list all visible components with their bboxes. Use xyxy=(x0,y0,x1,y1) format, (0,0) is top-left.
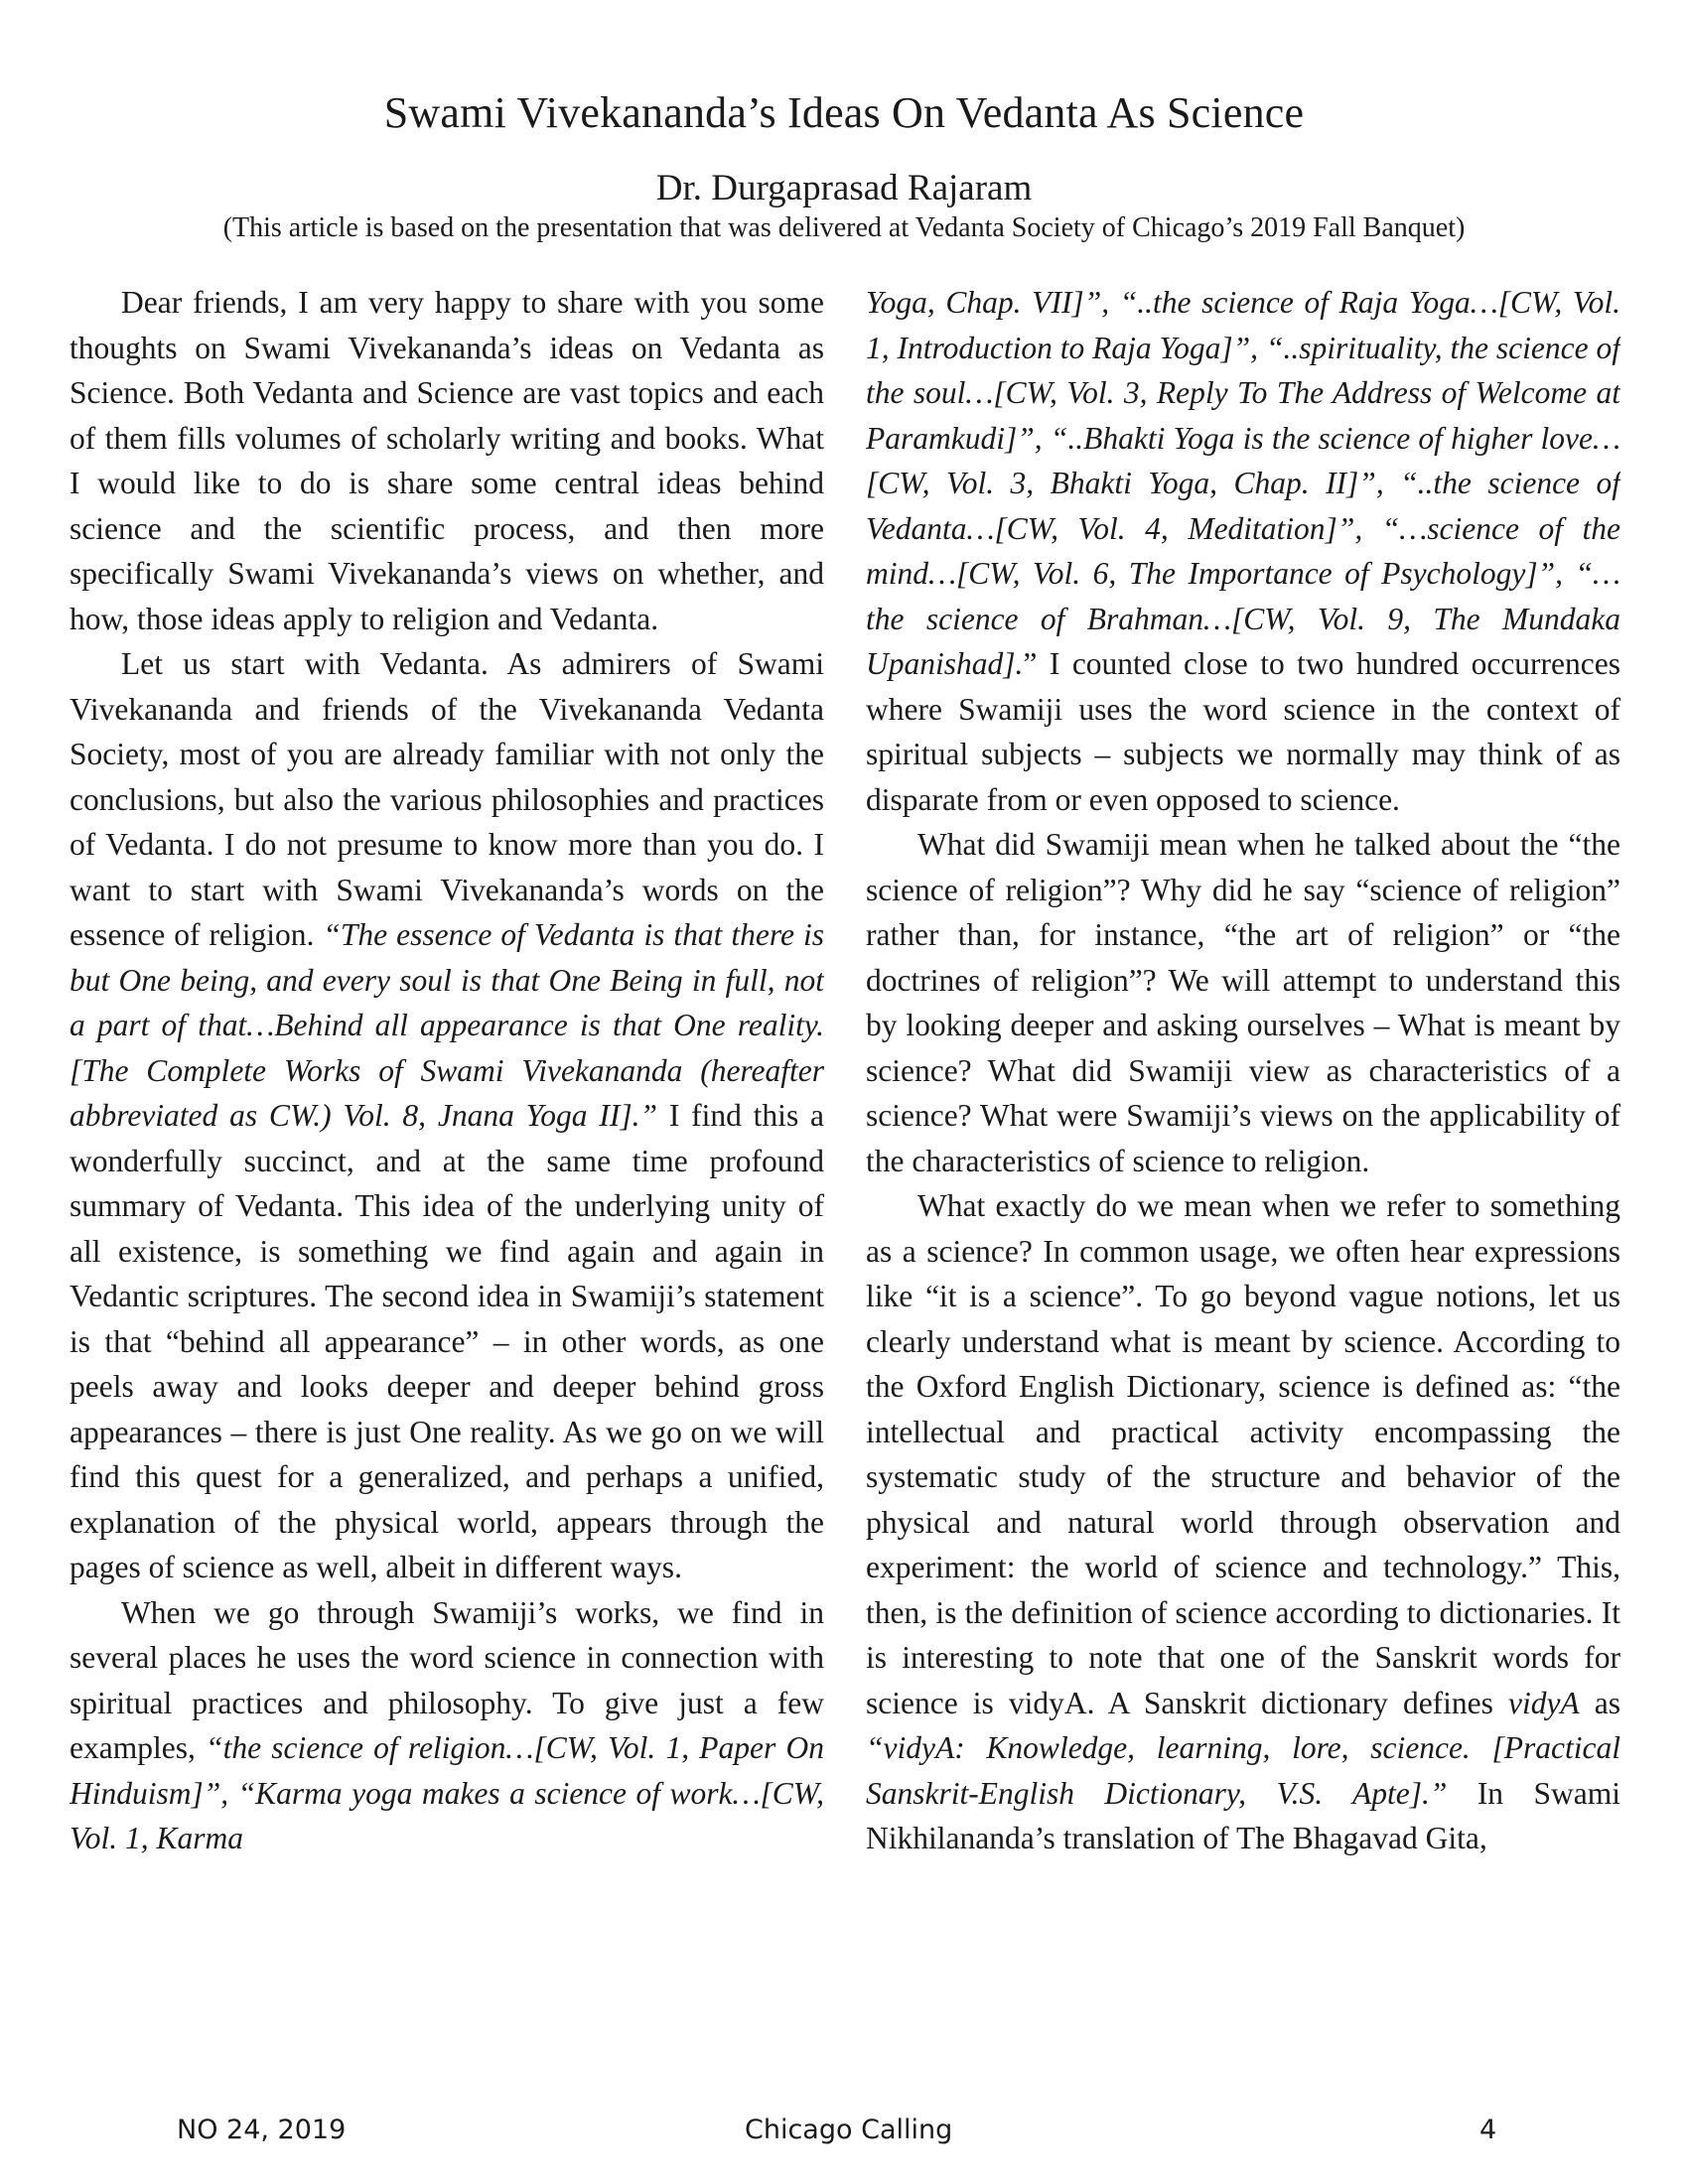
article-author: Dr. Durgaprasad Rajaram xyxy=(655,168,1033,208)
footer-date: NO 24, 2019 xyxy=(177,2115,347,2145)
quotation: “The essence of Vedanta is that there is but One being, and every soul is that One Being in full, not a part of that…Behind all appearance is that One reality. [The Complete Works of Swami Vivekananda (hereafter abbreviated as CW.) Vol. 8, Jnana Yoga II].” xyxy=(70,917,824,1133)
footer-publication: Chicago Calling xyxy=(745,2115,953,2145)
paragraph-text: What exactly do we mean when we refer to something as a science? In common usage, we often hear expressions like “it is a science”. To go beyond vague notions, let us clearly understand what is meant by science. According to the Oxford English Dictionary, science is defined as: “the intellectual and practical activity encompassing the systematic study of the structure and behavior of the physical and natural world through observation and experiment: the world of science and technology.” This, then, is the definition of science according to dictionaries. It is interesting to note that one of the Sanskrit words for science is vidyA. A Sanskrit dictionary defines xyxy=(866,1188,1620,1720)
paragraph-text: In Swami Nikhilananda’s translation of The Bhagavad Gita, xyxy=(866,1775,1620,1855)
paragraph xyxy=(70,641,824,1590)
paragraph: What did Swamiji mean when he talked about the “the science of religion”? Why did he say “science of religion” rather than, for instance, “the art of religion” or “the doctrines of religion”? We will attempt to understand this by looking deeper and asking ourselves – What is meant by science? What did Swamiji view as characteristics of a science? What were Swamiji’s views on the applicability of the characteristics of science to religion. xyxy=(866,827,1620,1178)
paragraph-text: When we go through Swamiji’s works, we find in several places he uses the word science in connection with spiritual practices and philosophy. To give just a few examples, xyxy=(70,1594,824,1765)
term: vidyA xyxy=(1507,1685,1580,1720)
paragraph-text: as xyxy=(1579,1685,1620,1720)
paragraph-text: Let us start with Vedanta. As admirers of Swami Vivekananda and friends of the Vivekananda Vedanta Society, most of you are already familiar with not only the conclusions, but also the various philosophies and practices of Vedanta. I do not presume to know more than you do. I want to start with Swami Vivekananda’s words on the essence of religion. xyxy=(70,646,824,952)
page-number: 4 xyxy=(1479,2115,1497,2145)
paragraph-text: ” I counted close to two hundred occurrences where Swamiji uses the word science in the context of spiritual subjects – subjects we normally may think of as disparate from or even opposed to science. xyxy=(866,646,1620,817)
article-title: Swami Vivekananda’s Ideas On Vedanta As Science xyxy=(383,88,1305,137)
quotation: “vidyA: Knowledge, learning, lore, science. [Practical Sanskrit-English Dictionary, V.S. Apte].” xyxy=(866,1730,1620,1811)
paragraph xyxy=(70,1590,824,1861)
quotation: Yoga, Chap. VII]”, “..the science of Raja Yoga…[CW, Vol. 1, Introduction to Raja Yoga]”, “..spirituality, the science of the soul…[CW, Vol. 3, Reply To The Address of Welcome at Paramkudi]”, “..Bhakti Yoga is the science of higher love…[CW, Vol. 3, Bhakti Yoga, Chap. II]”, “..the science of Vedanta…[CW, Vol. 4, Meditation]”, “…science of the mind…[CW, Vol. 6, The Importance of Psychology]”, “…the science of Brahman…[CW, Vol. 9, The Mundaka Upanishad]. xyxy=(866,285,1620,681)
paragraph xyxy=(866,1183,1620,1861)
paragraph xyxy=(866,280,1620,822)
left-column xyxy=(70,280,824,2067)
paragraph: Dear friends, I am very happy to share with you some thoughts on Swami Vivekananda’s ideas on Vedanta as Science. Both Vedanta and Science are vast topics and each of them fills volumes of scholarly writing and books. What I would like to do is share some central ideas behind science and the scientific process, and then more specifically Swami Vivekananda’s views on whether, and how, those ideas apply to religion and Vedanta. xyxy=(70,285,824,636)
paragraph-text: I find this a wonderfully succinct, and at the same time profound summary of Vedanta. This idea of the underlying unity of all existence, is something we find again and again in Vedantic scriptures. The second idea in Swamiji’s statement is that “behind all appearance” – in other words, as one peels away and looks deeper and deeper behind gross appearances – there is just One reality. As we go on we will find this quest for a generalized, and perhaps a unified, explanation of the physical world, appears through the pages of science as well, albeit in different ways. xyxy=(70,1098,824,1584)
right-column xyxy=(866,280,1620,2067)
article-subtitle: (This article is based on the presentation that was delivered at Vedanta Society of Chicago’s 2019 Fall Banquet) xyxy=(222,212,1466,243)
quotation: “the science of religion…[CW, Vol. 1, Paper On Hinduism]”, “Karma yoga makes a science of work…[CW, Vol. 1, Karma xyxy=(70,1730,824,1855)
